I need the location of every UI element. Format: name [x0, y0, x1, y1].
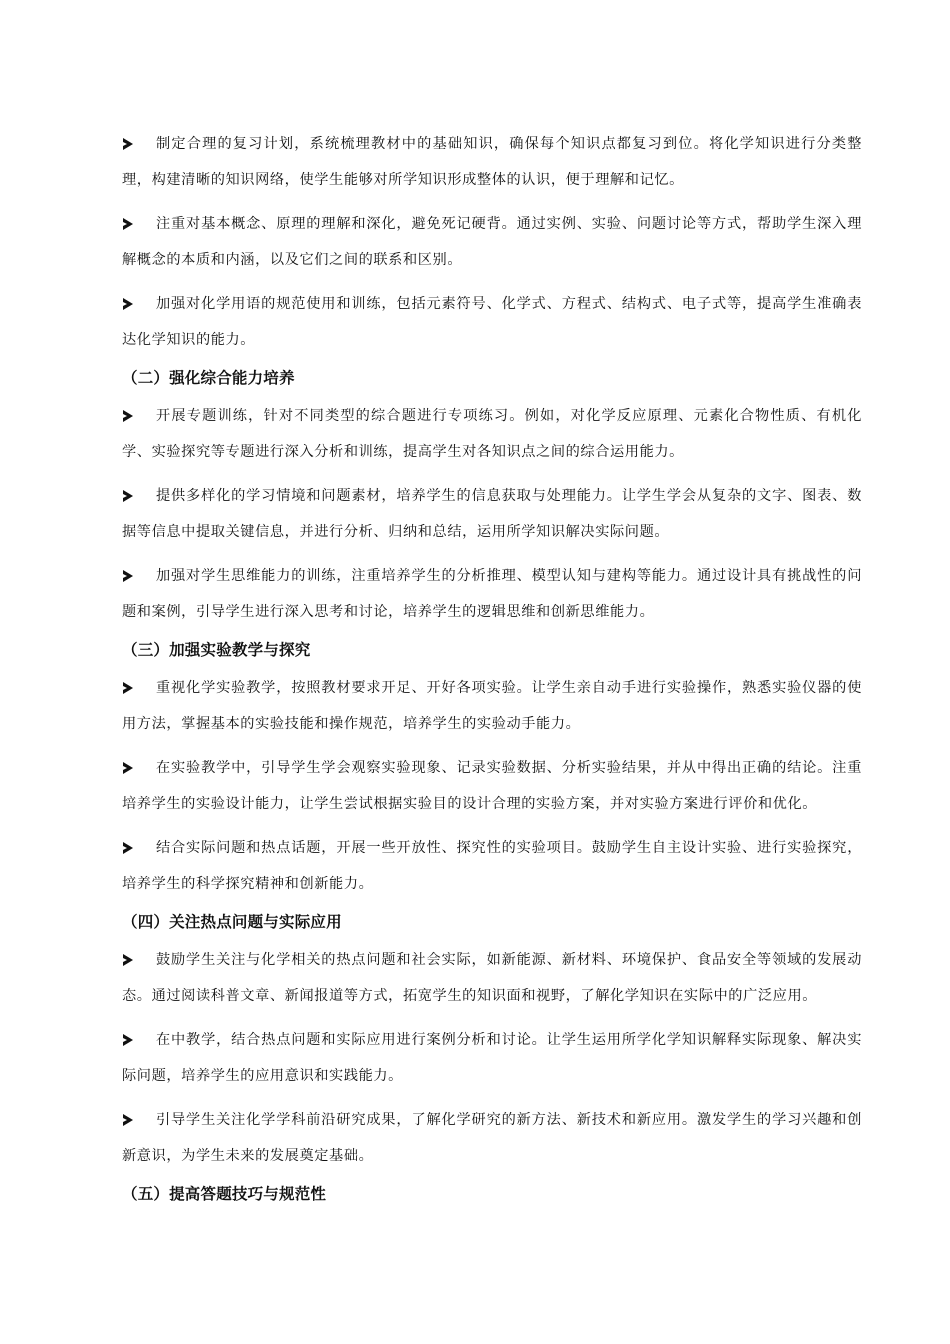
- arrowhead-bullet-icon: [122, 126, 136, 162]
- bullet-item: [122, 206, 862, 278]
- bullet-text: 提供多样化的学习情境和问题素材，培养学生的信息获取与处理能力。让学生学会从复杂的文字、图表、数据等信息中提取关键信息，并进行分析、归纳和总结，运用所学知识解决实际问题。: [122, 488, 862, 540]
- bullet-item: [122, 830, 862, 902]
- bullet-text: 制定合理的复习计划，系统梳理教材中的基础知识，确保每个知识点都复习到位。将化学知识进行分类整理，构建清晰的知识网络，使学生能够对所学知识形成整体的认识，便于理解和记忆。: [122, 136, 862, 188]
- bullet-text: 鼓励学生关注与化学相关的热点问题和社会实际，如新能源、新材料、环境保护、食品安全等领域的发展动态。通过阅读科普文章、新闻报道等方式，拓宽学生的知识面和视野，了解化学知识在实际中的广泛应用。: [122, 952, 862, 1004]
- bullet-item: [122, 286, 862, 358]
- bullet-item: [122, 1102, 862, 1174]
- bullet-item: [122, 398, 862, 470]
- section-experiment-teaching: [122, 638, 862, 902]
- bullet-item: [122, 558, 862, 630]
- bullet-text: 加强对学生思维能力的训练，注重培养学生的分析推理、模型认知与建构等能力。通过设计具有挑战性的问题和案例，引导学生进行深入思考和讨论，培养学生的逻辑思维和创新思维能力。: [122, 568, 862, 620]
- bullet-item: [122, 478, 862, 550]
- section-heading: （二）强化综合能力培养: [122, 369, 295, 387]
- bullet-text: 注重对基本概念、原理的理解和深化，避免死记硬背。通过实例、实验、问题讨论等方式，帮助学生深入理解概念的本质和内涵，以及它们之间的联系和区别。: [122, 216, 862, 268]
- bullet-text: 引导学生关注化学学科前沿研究成果，了解化学研究的新方法、新技术和新应用。激发学生的学习兴趣和创新意识，为学生未来的发展奠定基础。: [122, 1112, 862, 1164]
- bullet-text: 在中教学，结合热点问题和实际应用进行案例分析和讨论。让学生运用所学化学知识解释实际现象、解决实际问题，培养学生的应用意识和实践能力。: [122, 1032, 862, 1084]
- section-heading: （三）加强实验教学与探究: [122, 641, 311, 659]
- bullet-item: [122, 126, 862, 198]
- bullet-item: [122, 942, 862, 1014]
- arrowhead-bullet-icon: [122, 1102, 136, 1138]
- arrowhead-bullet-icon: [122, 942, 136, 978]
- arrowhead-bullet-icon: [122, 558, 136, 594]
- section-heading: （五）提高答题技巧与规范性: [122, 1185, 327, 1203]
- arrowhead-bullet-icon: [122, 286, 136, 322]
- bullet-item: [122, 1022, 862, 1094]
- arrowhead-bullet-icon: [122, 398, 136, 434]
- arrowhead-bullet-icon: [122, 206, 136, 242]
- bullet-item: [122, 750, 862, 822]
- arrowhead-bullet-icon: [122, 670, 136, 706]
- section-answer-skills: [122, 1182, 862, 1206]
- arrowhead-bullet-icon: [122, 478, 136, 514]
- bullet-text: 在实验教学中，引导学生学会观察实验现象、记录实验数据、分析实验结果，并从中得出正确的结论。注重培养学生的实验设计能力，让学生尝试根据实验目的设计合理的实验方案，并对实验方案进行评价和优化。: [122, 760, 862, 812]
- arrowhead-bullet-icon: [122, 750, 136, 786]
- document-content: [122, 126, 862, 1214]
- bullet-text: 重视化学实验教学，按照教材要求开足、开好各项实验。让学生亲自动手进行实验操作，熟悉实验仪器的使用方法，掌握基本的实验技能和操作规范，培养学生的实验动手能力。: [122, 680, 862, 732]
- bullet-text: 开展专题训练，针对不同类型的综合题进行专项练习。例如，对化学反应原理、元素化合物性质、有机化学、实验探究等专题进行深入分析和训练，提高学生对各知识点之间的综合运用能力。: [122, 408, 862, 460]
- section-intro: [122, 126, 862, 358]
- arrowhead-bullet-icon: [122, 830, 136, 866]
- arrowhead-bullet-icon: [122, 1022, 136, 1058]
- section-heading: （四）关注热点问题与实际应用: [122, 913, 342, 931]
- section-hot-topics: [122, 910, 862, 1174]
- section-comprehensive-ability: [122, 366, 862, 630]
- bullet-text: 结合实际问题和热点话题，开展一些开放性、探究性的实验项目。鼓励学生自主设计实验、进行实验探究，培养学生的科学探究精神和创新能力。: [122, 840, 862, 892]
- bullet-text: 加强对化学用语的规范使用和训练，包括元素符号、化学式、方程式、结构式、电子式等，提高学生准确表达化学知识的能力。: [122, 296, 862, 348]
- bullet-item: [122, 670, 862, 742]
